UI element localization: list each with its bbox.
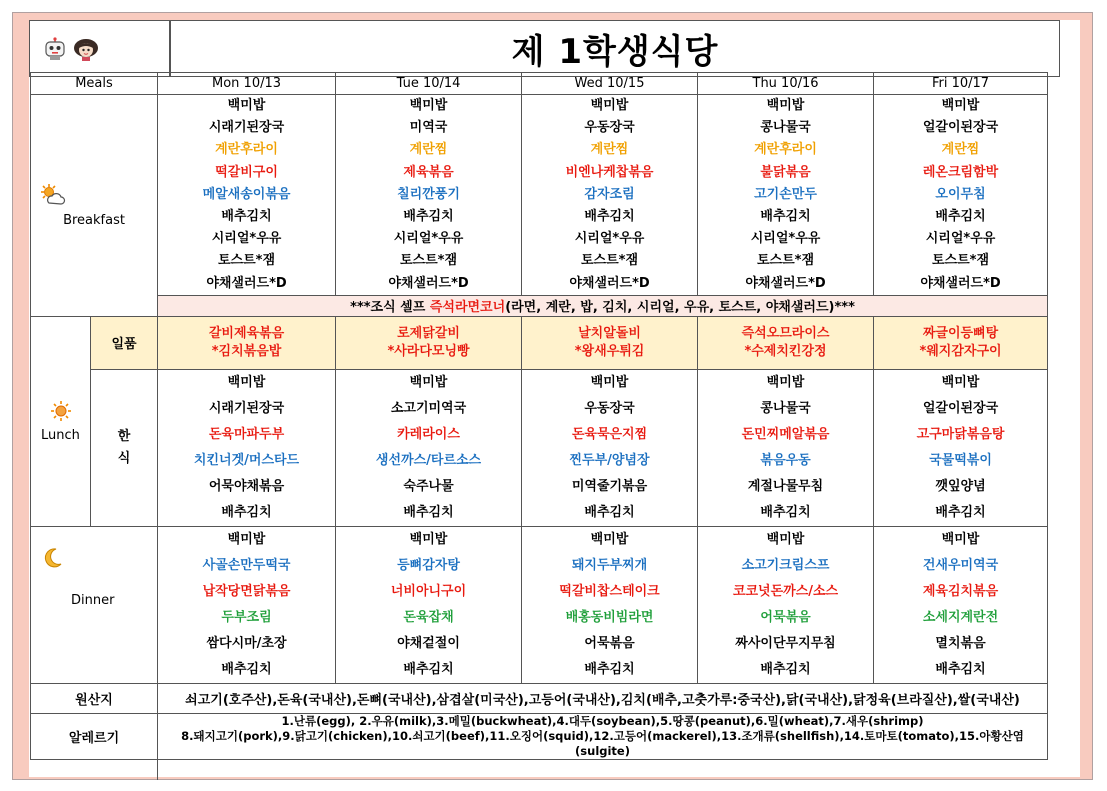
dinner-item: 백미밥 bbox=[590, 531, 629, 547]
dinner-wed bbox=[522, 526, 698, 683]
dinner-item: 코코넛돈까스/소스 bbox=[732, 583, 839, 599]
hansik-item: 시래기된장국 bbox=[208, 400, 285, 416]
hansik-item: 콩나물국 bbox=[760, 400, 811, 416]
lunch-label-cell bbox=[31, 316, 91, 526]
ilpum-wed bbox=[522, 316, 698, 369]
dinner-item: 사골손만두떡국 bbox=[202, 557, 291, 573]
ilpum-fri bbox=[874, 316, 1048, 369]
dinner-item: 건새우미역국 bbox=[922, 557, 999, 573]
dinner-item: 배추김치 bbox=[760, 661, 811, 677]
hansik-fri bbox=[874, 369, 1048, 526]
hansik-label-cell bbox=[91, 369, 158, 526]
hansik-item: 백미밥 bbox=[227, 374, 266, 390]
footer-left-border bbox=[157, 758, 158, 780]
breakfast-item: 얼갈이된장국 bbox=[922, 120, 999, 136]
hansik-item: 소고기미역국 bbox=[390, 400, 467, 416]
ilpum-item: 즉석오므라이스 bbox=[741, 325, 830, 341]
dinner-item: 어묵볶음 bbox=[584, 635, 635, 651]
ilpum-item: *수제치킨강정 bbox=[744, 343, 827, 359]
hansik-wed bbox=[522, 369, 698, 526]
breakfast-item: 백미밥 bbox=[409, 98, 448, 113]
dinner-mon bbox=[158, 526, 336, 683]
hansik-label: 한식 bbox=[117, 428, 131, 466]
breakfast-item: 배추김치 bbox=[584, 208, 635, 224]
breakfast-item: 콩나물국 bbox=[760, 120, 811, 136]
allergy-label: 알레르기 bbox=[31, 713, 158, 759]
hansik-item: 깻잎양념 bbox=[935, 478, 986, 494]
dinner-item: 두부조림 bbox=[221, 609, 272, 625]
dinner-item: 야채겉절이 bbox=[397, 635, 460, 651]
hansik-item: 미역줄기볶음 bbox=[571, 478, 648, 494]
breakfast-item: 칠리깐풍기 bbox=[397, 186, 460, 202]
ilpum-mon bbox=[158, 316, 336, 369]
breakfast-item: 계란찜 bbox=[941, 142, 980, 158]
breakfast-item: 야채샐러드*D bbox=[388, 275, 469, 291]
dinner-item: 배추김치 bbox=[221, 661, 272, 677]
dinner-item: 소고기크림스프 bbox=[741, 557, 830, 573]
breakfast-item: 토스트*잼 bbox=[218, 253, 276, 269]
breakfast-item: 시리얼*우유 bbox=[574, 231, 645, 247]
lunch-ilpum-row bbox=[31, 316, 1048, 369]
page-title: 제 1학생식당 bbox=[170, 20, 1060, 77]
self-corner-post: (라면, 계란, 밥, 김치, 시리얼, 우유, 토스트, 야채샐러드)*** bbox=[505, 300, 855, 316]
dinner-item: 백미밥 bbox=[941, 531, 980, 547]
ilpum-tue bbox=[336, 316, 522, 369]
ilpum-label: 일품 bbox=[91, 316, 158, 369]
breakfast-item: 배추김치 bbox=[221, 208, 272, 224]
breakfast-row bbox=[31, 95, 1048, 296]
dinner-item: 쌈다시마/초장 bbox=[206, 635, 287, 651]
breakfast-label-cell bbox=[31, 95, 158, 317]
dinner-item: 너비아니구이 bbox=[390, 583, 467, 599]
allergy-row bbox=[31, 713, 1048, 759]
dinner-label-cell bbox=[31, 526, 158, 683]
sun-cloud-icon bbox=[39, 183, 67, 207]
origin-row bbox=[31, 683, 1048, 713]
hansik-item: 카레라이스 bbox=[397, 426, 460, 442]
hansik-item: 배추김치 bbox=[935, 504, 986, 520]
breakfast-item: 배추김치 bbox=[403, 208, 454, 224]
dinner-item: 배홍동비빔라면 bbox=[565, 609, 654, 625]
self-corner-note bbox=[158, 295, 1048, 316]
self-corner-highlight: 즉석라면코너 bbox=[429, 300, 506, 316]
meals-header: Meals bbox=[31, 73, 158, 95]
hansik-item: 숙주나물 bbox=[403, 478, 454, 494]
hansik-item: 찐두부/양념장 bbox=[569, 452, 650, 468]
breakfast-item: 야채샐러드*D bbox=[569, 275, 650, 291]
breakfast-item: 계란후라이 bbox=[754, 142, 817, 158]
breakfast-item: 제육볶음 bbox=[403, 164, 454, 180]
ilpum-thu bbox=[698, 316, 874, 369]
hansik-item: 백미밥 bbox=[941, 374, 980, 390]
origin-label: 원산지 bbox=[31, 683, 158, 713]
ilpum-item: *김치볶음밥 bbox=[211, 343, 282, 359]
hansik-tue bbox=[336, 369, 522, 526]
dinner-fri bbox=[874, 526, 1048, 683]
breakfast-item: 떡갈비구이 bbox=[215, 164, 278, 180]
breakfast-item: 계란찜 bbox=[409, 142, 448, 158]
hansik-item: 어묵야채볶음 bbox=[208, 478, 285, 494]
day-header-thu: Thu 10/16 bbox=[698, 73, 874, 95]
dinner-item: 배추김치 bbox=[935, 661, 986, 677]
ilpum-item: 짜글이등뼈탕 bbox=[922, 325, 999, 341]
hansik-item: 백미밥 bbox=[766, 374, 805, 390]
allergy-line-1: 1.난류(egg), 2.우유(milk),3.메밀(buckwheat),4.대두(soybean),5.땅콩(peanut),6.밀(wheat),7.새우(shrimp) bbox=[281, 713, 924, 728]
breakfast-item: 미역국 bbox=[409, 120, 448, 136]
breakfast-item: 토스트*잼 bbox=[757, 253, 815, 269]
day-header-fri: Fri 10/17 bbox=[874, 73, 1048, 95]
breakfast-item: 불닭볶음 bbox=[760, 164, 811, 180]
dinner-thu bbox=[698, 526, 874, 683]
hansik-item: 얼갈이된장국 bbox=[922, 400, 999, 416]
hansik-item: 돈육묵은지찜 bbox=[571, 426, 648, 442]
hansik-item: 배추김치 bbox=[221, 504, 272, 520]
dinner-label: Dinner bbox=[71, 592, 115, 608]
origin-text: 쇠고기(호주산),돈육(국내산),돈뼈(국내산),삼겹살(미국산),고등어(국내산),김치(배추,고춧가루:중국산),닭(국내산),닭정육(브라질산),쌀(국내산) bbox=[158, 683, 1048, 713]
dinner-item: 돈육잡채 bbox=[403, 609, 454, 625]
hansik-item: 볶음우동 bbox=[760, 452, 811, 468]
dinner-row bbox=[31, 526, 1048, 683]
breakfast-item: 토스트*잼 bbox=[932, 253, 990, 269]
breakfast-item: 야채샐러드*D bbox=[920, 275, 1001, 291]
hansik-item: 치킨너겟/머스타드 bbox=[193, 452, 300, 468]
breakfast-item: 비엔나케찹볶음 bbox=[565, 164, 654, 180]
breakfast-item: 계란후라이 bbox=[215, 142, 278, 158]
header-row bbox=[31, 73, 1048, 95]
hansik-item: 돈민찌메알볶음 bbox=[741, 426, 830, 442]
hansik-item: 우동장국 bbox=[584, 400, 635, 416]
moon-icon bbox=[43, 547, 63, 569]
dinner-item: 멸치볶음 bbox=[935, 635, 986, 651]
breakfast-item: 계란찜 bbox=[590, 142, 629, 158]
breakfast-item: 토스트*잼 bbox=[400, 253, 458, 269]
dinner-item: 납작당면닭볶음 bbox=[202, 583, 291, 599]
dinner-item: 어묵볶음 bbox=[760, 609, 811, 625]
breakfast-item: 시리얼*우유 bbox=[393, 231, 464, 247]
lunch-hansik-row bbox=[31, 369, 1048, 526]
dinner-item: 소세지계란전 bbox=[922, 609, 999, 625]
sun-icon bbox=[50, 400, 72, 422]
hansik-item: 고구마닭볶음탕 bbox=[916, 426, 1005, 442]
breakfast-item: 고기손만두 bbox=[754, 186, 817, 202]
hansik-item: 생선까스/타르소스 bbox=[375, 452, 482, 468]
hansik-item: 배추김치 bbox=[403, 504, 454, 520]
hansik-item: 국물떡볶이 bbox=[929, 452, 992, 468]
breakfast-item: 야채샐러드*D bbox=[745, 275, 826, 291]
breakfast-item: 백미밥 bbox=[590, 98, 629, 113]
breakfast-item: 백미밥 bbox=[941, 98, 980, 113]
breakfast-item: 레온크림함박 bbox=[922, 164, 999, 180]
logo-box bbox=[29, 20, 170, 77]
hansik-mon bbox=[158, 369, 336, 526]
ilpum-item: *왕새우튀김 bbox=[574, 343, 645, 359]
breakfast-item: 백미밥 bbox=[766, 98, 805, 113]
breakfast-fri bbox=[874, 95, 1048, 296]
breakfast-item: 야채샐러드*D bbox=[206, 275, 287, 291]
dinner-item: 배추김치 bbox=[403, 661, 454, 677]
menu-table bbox=[30, 72, 1048, 760]
day-header-mon: Mon 10/13 bbox=[158, 73, 336, 95]
allergy-text bbox=[158, 713, 1048, 759]
dinner-tue bbox=[336, 526, 522, 683]
robot-icon bbox=[43, 37, 67, 61]
dinner-item: 백미밥 bbox=[227, 531, 266, 547]
hansik-item: 돈육마파두부 bbox=[208, 426, 285, 442]
breakfast-tue bbox=[336, 95, 522, 296]
breakfast-item: 토스트*잼 bbox=[581, 253, 639, 269]
allergy-line-2: 8.돼지고기(pork),9.닭고기(chicken),10.쇠고기(beef),11.오징어(squid),12.고등어(mackerel),13.조개류(shellfish),14.토마토(tomato),15.아황산염(sulgite) bbox=[181, 728, 1024, 758]
girl-icon bbox=[73, 37, 99, 61]
dinner-item: 짜사이단무지무침 bbox=[735, 635, 836, 651]
breakfast-item: 메알새송이볶음 bbox=[202, 186, 291, 202]
lunch-label: Lunch bbox=[41, 427, 80, 443]
dinner-item: 백미밥 bbox=[409, 531, 448, 547]
ilpum-item: *웨지감자구이 bbox=[919, 343, 1002, 359]
hansik-item: 백미밥 bbox=[590, 374, 629, 390]
dinner-item: 제육김치볶음 bbox=[922, 583, 999, 599]
dinner-item: 돼지두부찌개 bbox=[571, 557, 648, 573]
dinner-item: 떡갈비찹스테이크 bbox=[559, 583, 660, 599]
day-header-tue: Tue 10/14 bbox=[336, 73, 522, 95]
dinner-item: 백미밥 bbox=[766, 531, 805, 547]
hansik-thu bbox=[698, 369, 874, 526]
breakfast-thu bbox=[698, 95, 874, 296]
breakfast-item: 시래기된장국 bbox=[208, 120, 285, 136]
dinner-item: 등뼈감자탕 bbox=[397, 557, 460, 573]
breakfast-label: Breakfast bbox=[63, 212, 125, 228]
hansik-item: 배추김치 bbox=[584, 504, 635, 520]
breakfast-item: 배추김치 bbox=[935, 208, 986, 224]
hansik-item: 백미밥 bbox=[409, 374, 448, 390]
breakfast-item: 감자조림 bbox=[584, 186, 635, 202]
breakfast-item: 우동장국 bbox=[584, 120, 635, 136]
ilpum-item: *사라다모닝빵 bbox=[387, 343, 470, 359]
hansik-item: 계절나물무침 bbox=[747, 478, 824, 494]
breakfast-item: 오이무침 bbox=[935, 186, 986, 202]
breakfast-item: 백미밥 bbox=[227, 98, 266, 113]
dinner-item: 배추김치 bbox=[584, 661, 635, 677]
breakfast-mon bbox=[158, 95, 336, 296]
breakfast-item: 배추김치 bbox=[760, 208, 811, 224]
self-corner-row bbox=[31, 295, 1048, 316]
breakfast-item: 시리얼*우유 bbox=[750, 231, 821, 247]
day-header-wed: Wed 10/15 bbox=[522, 73, 698, 95]
ilpum-item: 날치알돌비 bbox=[578, 325, 641, 341]
ilpum-item: 로제닭갈비 bbox=[397, 325, 460, 341]
breakfast-item: 시리얼*우유 bbox=[211, 231, 282, 247]
self-corner-pre: ***조식 셀프 bbox=[350, 300, 430, 316]
hansik-item: 배추김치 bbox=[760, 504, 811, 520]
breakfast-item: 시리얼*우유 bbox=[925, 231, 996, 247]
ilpum-item: 갈비제육볶음 bbox=[208, 325, 285, 341]
breakfast-wed bbox=[522, 95, 698, 296]
